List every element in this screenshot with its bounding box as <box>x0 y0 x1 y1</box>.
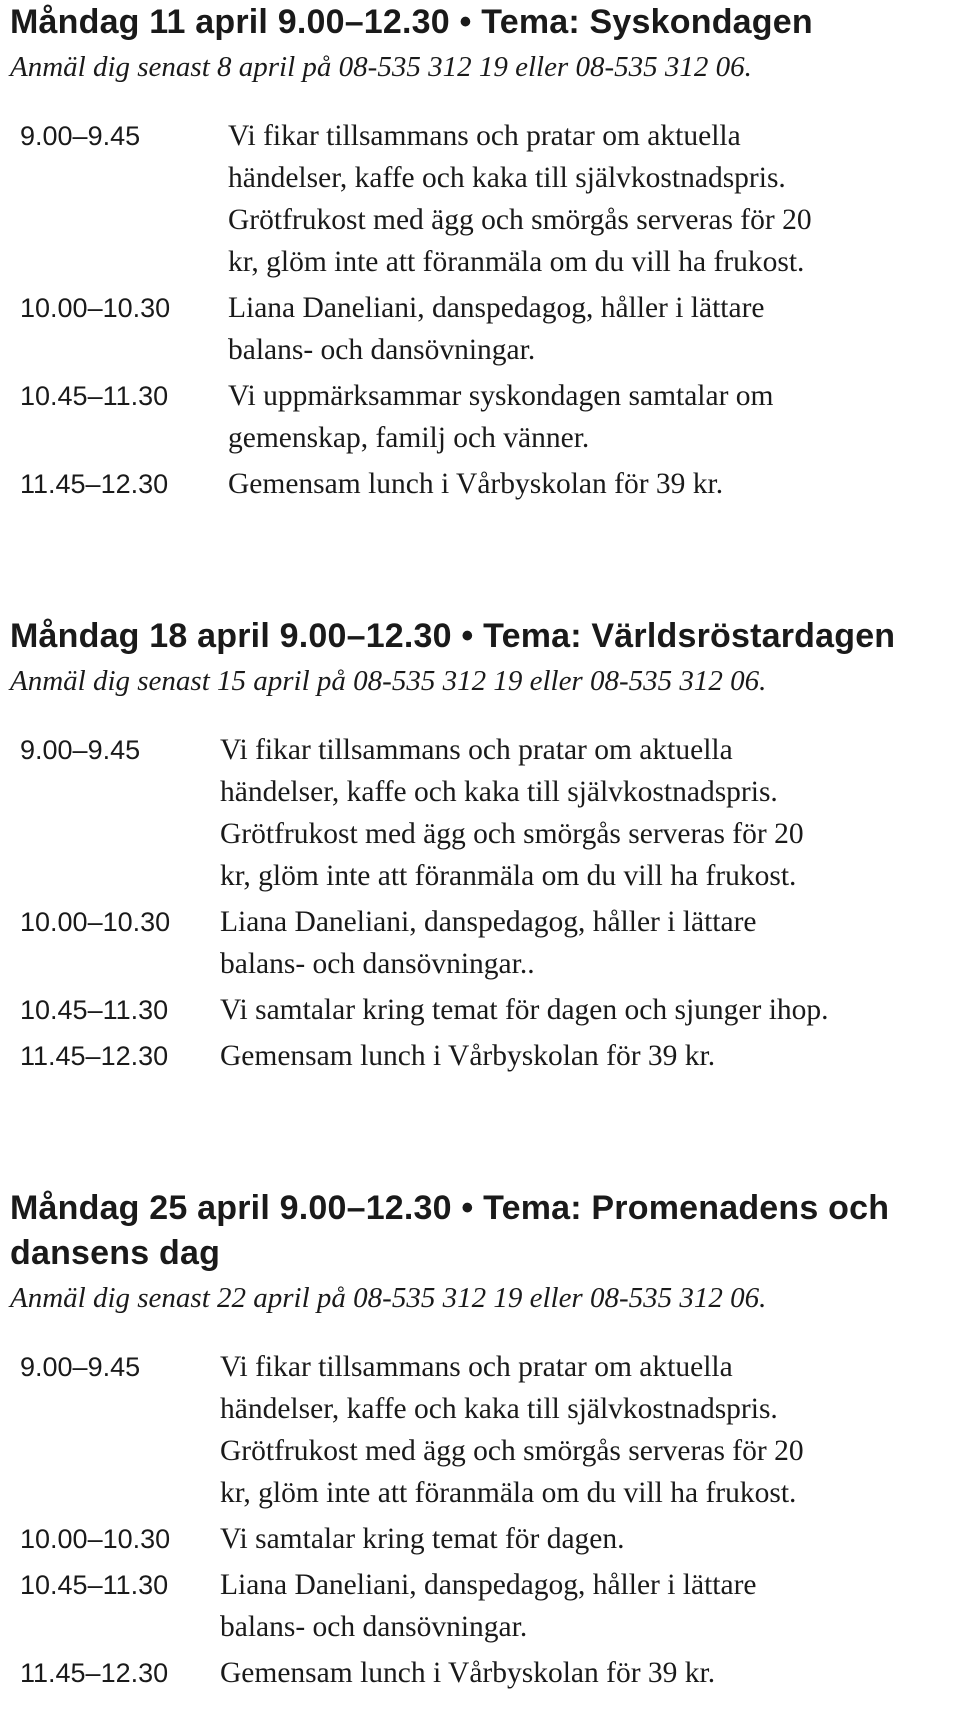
signup-note: Anmäl dig senast 15 april på 08-535 312 19 eller 08-535 312 06. <box>10 665 767 697</box>
schedule-description: Gemensam lunch i Vårbyskolan för 39 kr. <box>228 468 724 500</box>
schedule-time: 10.00–10.30 <box>20 907 171 937</box>
schedule-description: Vi fikar tillsammans och pratar om aktuella händelser, kaffe och kaka till självkostnadspris. Grötfrukost med ägg och smörgås serveras för 20 kr, glöm inte att föranmäla om du vill ha frukost. <box>220 734 804 892</box>
schedule-time: 10.00–10.30 <box>20 1524 171 1554</box>
event-heading: Måndag 25 april 9.00–12.30 • Tema: Promenadens och dansens dag <box>10 1189 890 1272</box>
schedule-description: Gemensam lunch i Vårbyskolan för 39 kr. <box>220 1040 716 1072</box>
schedule-row <box>0 463 960 505</box>
schedule-row <box>0 989 960 1031</box>
schedule-description: Vi fikar tillsammans och pratar om aktuella händelser, kaffe och kaka till självkostnadspris. Grötfrukost med ägg och smörgås serveras för 20 kr, glöm inte att föranmäla om du vill ha frukost. <box>228 120 812 278</box>
schedule-row <box>0 901 960 985</box>
schedule-description: Vi uppmärksammar syskondagen samtalar om gemenskap, familj och vänner. <box>228 380 774 454</box>
schedule-time: 11.45–12.30 <box>20 1041 169 1071</box>
event-section-april-11 <box>0 0 960 509</box>
schedule-row <box>0 729 960 897</box>
schedule-list <box>0 115 960 505</box>
schedule-time: 10.45–11.30 <box>20 1570 169 1600</box>
schedule-description: Vi samtalar kring temat för dagen och sjunger ihop. <box>220 994 829 1026</box>
schedule-time: 9.00–9.45 <box>20 735 141 765</box>
schedule-description: Vi samtalar kring temat för dagen. <box>220 1523 625 1555</box>
schedule-row <box>0 115 960 283</box>
schedule-description: Vi fikar tillsammans och pratar om aktuella händelser, kaffe och kaka till självkostnadspris. Grötfrukost med ägg och smörgås serveras för 20 kr, glöm inte att föranmäla om du vill ha frukost. <box>220 1351 804 1509</box>
schedule-description: Gemensam lunch i Vårbyskolan för 39 kr. <box>220 1657 716 1689</box>
signup-note: Anmäl dig senast 22 april på 08-535 312 19 eller 08-535 312 06. <box>10 1282 767 1314</box>
schedule-list <box>0 729 960 1077</box>
schedule-time: 10.45–11.30 <box>20 381 169 411</box>
schedule-description: Liana Daneliani, danspedagog, håller i lättare balans- och dansövningar. <box>228 292 765 366</box>
event-section-april-18 <box>0 614 960 1081</box>
schedule-row <box>0 1035 960 1077</box>
schedule-row <box>0 1564 960 1648</box>
schedule-time: 11.45–12.30 <box>20 469 169 499</box>
schedule-row <box>0 375 960 459</box>
schedule-row <box>0 287 960 371</box>
schedule-row <box>0 1652 960 1694</box>
schedule-row <box>0 1346 960 1514</box>
event-heading: Måndag 18 april 9.00–12.30 • Tema: Världsröstardagen <box>10 617 896 655</box>
schedule-time: 9.00–9.45 <box>20 1352 141 1382</box>
schedule-time: 9.00–9.45 <box>20 121 141 151</box>
schedule-time: 10.00–10.30 <box>20 293 171 323</box>
schedule-row <box>0 1518 960 1560</box>
event-heading: Måndag 11 april 9.00–12.30 • Tema: Syskondagen <box>10 3 813 41</box>
schedule-time: 11.45–12.30 <box>20 1658 169 1688</box>
event-section-april-25 <box>0 1186 960 1698</box>
schedule-list <box>0 1346 960 1694</box>
signup-note: Anmäl dig senast 8 april på 08-535 312 19 eller 08-535 312 06. <box>10 51 752 83</box>
schedule-description: Liana Daneliani, danspedagog, håller i lättare balans- och dansövningar.. <box>220 906 757 980</box>
schedule-description: Liana Daneliani, danspedagog, håller i lättare balans- och dansövningar. <box>220 1569 757 1643</box>
schedule-time: 10.45–11.30 <box>20 995 169 1025</box>
